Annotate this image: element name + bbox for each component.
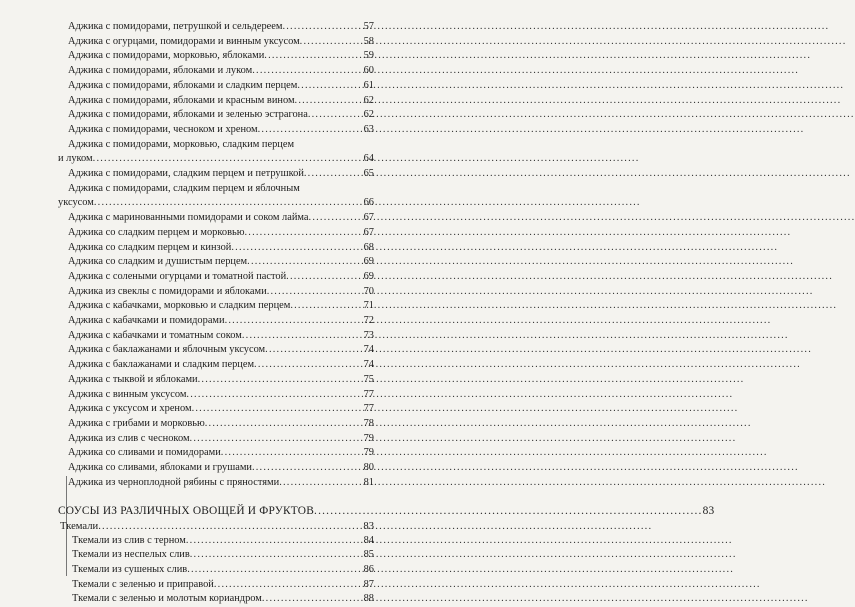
dot-leader	[264, 49, 362, 64]
entry-page: 66	[363, 196, 374, 211]
entry-title: Аджика с уксусом и хреном	[68, 402, 192, 417]
toc-entry[interactable]	[58, 49, 374, 64]
entry-page: 60	[363, 64, 374, 79]
entry-page: 62	[363, 94, 374, 109]
dot-leader	[279, 476, 362, 491]
entry-page: 65	[363, 167, 374, 182]
toc-entry[interactable]	[58, 94, 374, 109]
entry-title: Аджика со сладким и душистым перцем	[68, 255, 247, 270]
toc-entry[interactable]	[58, 476, 374, 491]
entry-page: 74	[363, 343, 374, 358]
subsection-page: 83	[362, 519, 374, 534]
toc-entry[interactable]	[58, 226, 374, 241]
entry-page: 59	[363, 49, 374, 64]
entry-page: 73	[363, 329, 374, 344]
dot-leader	[286, 270, 362, 285]
entry-page: 87	[363, 578, 374, 593]
toc-entry-multiline[interactable]	[58, 138, 374, 167]
entry-title: Аджика с кабачками и помидорами	[68, 314, 225, 329]
entry-title: Аджика из слив с чесноком	[68, 432, 190, 447]
entry-page: 69	[363, 255, 374, 270]
dot-leader	[247, 255, 362, 270]
toc-entry[interactable]	[58, 329, 374, 344]
dot-leader	[258, 123, 363, 138]
toc-entry[interactable]	[58, 285, 374, 300]
dot-leader	[282, 20, 362, 35]
toc-entry[interactable]	[58, 79, 374, 94]
toc-page	[0, 0, 410, 581]
toc-entry[interactable]	[58, 534, 374, 549]
entries-group-a	[58, 20, 374, 138]
toc-entry[interactable]	[58, 446, 374, 461]
entries-group-c	[58, 211, 374, 490]
section-title: СОУСЫ ИЗ РАЗЛИЧНЫХ ОВОЩЕЙ И ФРУКТОВ	[58, 503, 314, 519]
toc-entry[interactable]	[58, 255, 374, 270]
toc-entry[interactable]	[58, 373, 374, 388]
toc-entry[interactable]	[58, 314, 374, 329]
dot-leader	[186, 534, 363, 549]
entry-title: Аджика с тыквой и яблоками	[68, 373, 198, 388]
toc-entry[interactable]	[58, 167, 374, 182]
dot-leader	[214, 578, 363, 593]
entry-title-line2: и луком	[58, 152, 93, 167]
entry-page: 88	[363, 592, 374, 607]
entry-page: 67	[363, 226, 374, 241]
dot-leader	[290, 299, 362, 314]
entry-title: Ткемали из неспелых слив	[72, 548, 190, 563]
toc-entry[interactable]	[58, 358, 374, 373]
entry-page: 68	[363, 241, 374, 256]
toc-entry[interactable]	[58, 123, 374, 138]
entry-title-line2: уксусом	[58, 196, 94, 211]
dot-leader	[186, 388, 362, 403]
entries-group-d	[58, 534, 374, 607]
entry-title: Аджика с помидорами, яблоками и зеленью эстрагона	[68, 108, 308, 123]
entry-title: Аджика с помидорами, чесноком и хреном	[68, 123, 258, 138]
toc-entry[interactable]	[58, 578, 374, 593]
entry-page: 62	[363, 108, 374, 123]
toc-entry[interactable]	[58, 299, 374, 314]
entry-title: Аджика из черноплодной рябины с пряностями	[68, 476, 279, 491]
entry-title: Аджика с маринованными помидорами и соком лайма	[68, 211, 309, 226]
toc-entry[interactable]	[58, 563, 374, 578]
toc-entry[interactable]	[58, 35, 374, 50]
toc-entry[interactable]	[58, 343, 374, 358]
entry-title: Аджика из свеклы с помидорами и яблоками	[68, 285, 267, 300]
entry-page: 69	[363, 270, 374, 285]
entry-title: Аджика с грибами и морковью	[68, 417, 205, 432]
dot-leader	[262, 592, 363, 607]
subsection-title: Ткемали	[60, 519, 98, 534]
section-page: 83	[703, 503, 715, 519]
entry-title: Аджика с винным уксусом	[68, 388, 186, 403]
toc-entry[interactable]	[58, 592, 374, 607]
entry-page: 63	[363, 123, 374, 138]
entry-title-line2-row	[58, 152, 374, 167]
entry-page: 72	[363, 314, 374, 329]
entry-page: 71	[363, 299, 374, 314]
entry-title: Ткемали с зеленью и молотым кориандром	[72, 592, 262, 607]
toc-entry[interactable]	[58, 548, 374, 563]
entry-title: Аджика с кабачками и томатным соком	[68, 329, 242, 344]
dot-leader	[221, 446, 363, 461]
dot-leader	[300, 35, 363, 50]
entry-page: 61	[363, 79, 374, 94]
dot-leader	[265, 343, 362, 358]
toc-entry[interactable]	[58, 402, 374, 417]
entry-page: 84	[363, 534, 374, 549]
entry-page: 86	[363, 563, 374, 578]
entry-page: 57	[363, 20, 374, 35]
dot-leader	[254, 358, 363, 373]
entry-page: 58	[363, 35, 374, 50]
dot-leader	[242, 329, 363, 344]
toc-entry[interactable]	[58, 241, 374, 256]
dot-leader	[94, 196, 363, 211]
dot-leader	[297, 79, 362, 94]
entry-page: 79	[363, 432, 374, 447]
toc-entry[interactable]	[58, 461, 374, 476]
dot-leader	[252, 461, 363, 476]
entry-title: Аджика с помидорами, яблоками и сладким перцем	[68, 79, 297, 94]
entry-page: 78	[363, 417, 374, 432]
dot-leader	[304, 167, 363, 182]
dot-leader	[295, 94, 363, 109]
entry-title: Ткемали из сушеных слив	[72, 563, 187, 578]
dot-leader	[308, 108, 363, 123]
entry-page: 70	[363, 285, 374, 300]
entry-page: 67	[363, 211, 374, 226]
entry-title: Аджика с баклажанами и яблочным уксусом	[68, 343, 265, 358]
toc-entry[interactable]	[58, 211, 374, 226]
entry-title: Ткемали из слив с терном	[72, 534, 186, 549]
dot-leader	[190, 548, 363, 563]
dot-leader	[267, 285, 363, 300]
entry-page: 80	[363, 461, 374, 476]
toc-entry[interactable]	[58, 432, 374, 447]
dot-leader	[244, 226, 362, 241]
entry-page: 77	[363, 388, 374, 403]
entry-page: 77	[363, 402, 374, 417]
entry-title: Аджика с помидорами, морковью, яблоками	[68, 49, 264, 64]
dot-leader	[252, 64, 362, 79]
toc-subsection[interactable]	[58, 519, 374, 534]
entry-title: Аджика с помидорами, яблоками и красным вином	[68, 94, 295, 109]
entry-page: 64	[363, 152, 374, 167]
entry-page: 74	[363, 358, 374, 373]
entry-page: 79	[363, 446, 374, 461]
entry-title: Аджика со сливами, яблоками и грушами	[68, 461, 252, 476]
entry-title-line1: Аджика с помидорами, морковью, сладким перцем	[58, 138, 374, 153]
entry-title: Аджика со сладким перцем и морковью	[68, 226, 244, 241]
section-gap	[58, 491, 374, 503]
entry-title: Ткемали с зеленью и приправой	[72, 578, 214, 593]
toc-entry-multiline[interactable]	[58, 182, 374, 211]
toc-entry[interactable]	[58, 388, 374, 403]
entry-title: Аджика со сливами и помидорами	[68, 446, 221, 461]
entry-title-line1: Аджика с помидорами, сладким перцем и яблочным	[58, 182, 374, 197]
dot-leader	[93, 152, 363, 167]
toc-entry[interactable]	[58, 417, 374, 432]
entry-title: Аджика со сладким перцем и кинзой	[68, 241, 231, 256]
toc-entry[interactable]	[58, 270, 374, 285]
entry-title-line2-row	[58, 196, 374, 211]
dot-leader	[231, 241, 362, 256]
toc-entry[interactable]	[58, 20, 374, 35]
entry-title: Аджика с помидорами, петрушкой и сельдереем	[68, 20, 282, 35]
dot-leader	[187, 563, 362, 578]
entry-title: Аджика с баклажанами и сладким перцем	[68, 358, 254, 373]
entry-title: Аджика с помидорами, яблоками и луком	[68, 64, 252, 79]
dot-leader	[198, 373, 363, 388]
dot-leader	[190, 432, 363, 447]
toc-entry[interactable]	[58, 64, 374, 79]
dot-leader	[192, 402, 363, 417]
dot-leader	[309, 211, 363, 226]
entry-title: Аджика с помидорами, сладким перцем и петрушкой	[68, 167, 304, 182]
toc-entry[interactable]	[58, 108, 374, 123]
entry-page: 75	[363, 373, 374, 388]
entry-title: Аджика с кабачками, морковью и сладким перцем	[68, 299, 290, 314]
dot-leader	[225, 314, 363, 329]
table-of-contents	[58, 20, 374, 607]
entry-page: 85	[363, 548, 374, 563]
entry-title: Аджика с огурцами, помидорами и винным уксусом	[68, 35, 300, 50]
dot-leader	[205, 417, 363, 432]
entry-title: Аджика с солеными огурцами и томатной пастой	[68, 270, 286, 285]
dot-leader	[98, 519, 362, 534]
toc-section-heading[interactable]	[58, 503, 374, 519]
entry-page: 81	[363, 476, 374, 491]
dot-leader	[314, 503, 703, 519]
